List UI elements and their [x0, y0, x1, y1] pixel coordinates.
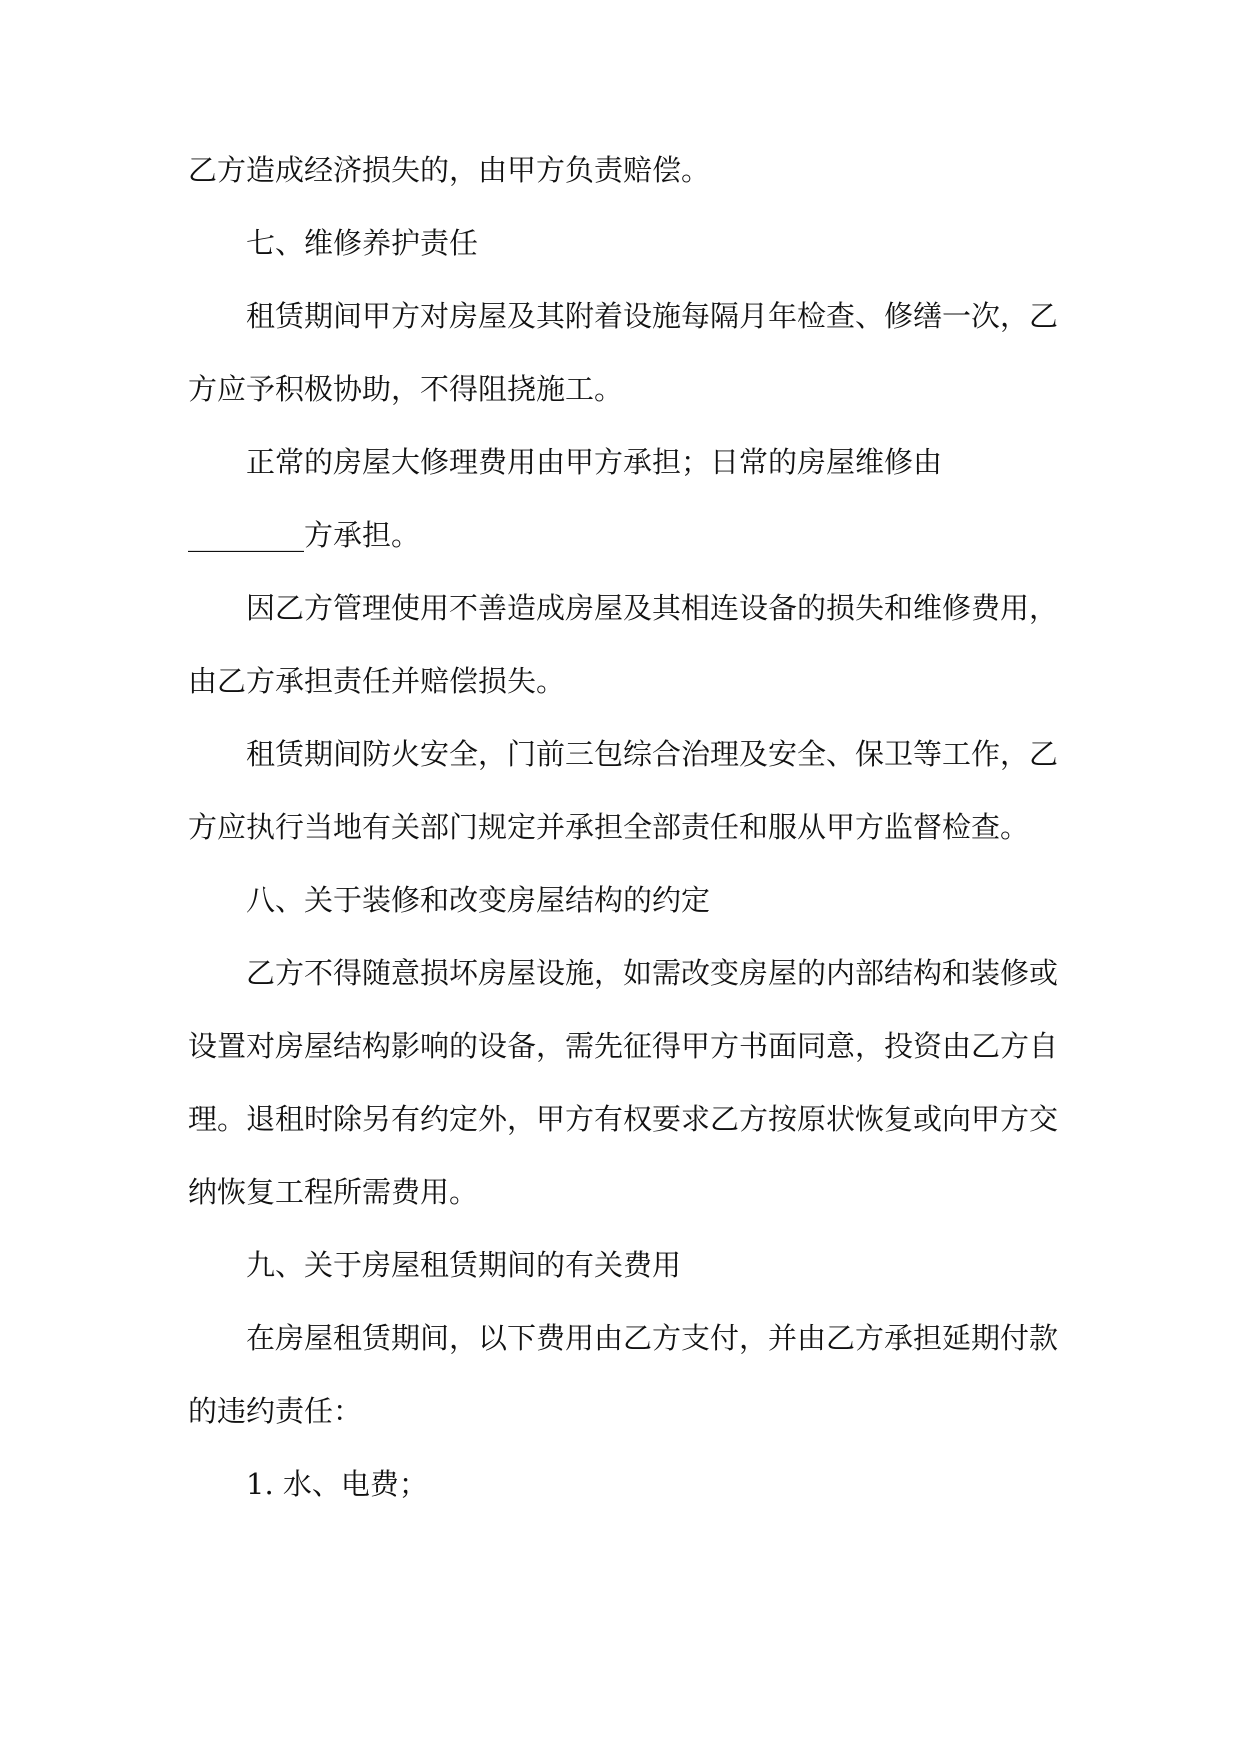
paragraph-line: 乙方造成经济损失的，由甲方负责赔偿。: [188, 153, 711, 187]
paragraph-line: 乙方不得随意损坏房屋设施，如需改变房屋的内部结构和装修或: [246, 956, 1059, 990]
section-heading-7: 七、维修养护责任: [246, 226, 479, 260]
paragraph-line: 方应执行当地有关部门规定并承担全部责任和服从甲方监督检查。: [188, 810, 1030, 844]
section-heading-8: 八、关于装修和改变房屋结构的约定: [246, 883, 711, 917]
paragraph-line: 设置对房屋结构影响的设备，需先征得甲方书面同意，投资由乙方自: [188, 1029, 1059, 1063]
paragraph-line: 纳恢复工程所需费用。: [188, 1175, 479, 1209]
paragraph-line: 由乙方承担责任并赔偿损失。: [188, 664, 566, 698]
paragraph-line: 理。退租时除另有约定外，甲方有权要求乙方按原状恢复或向甲方交: [188, 1102, 1059, 1136]
section-heading-9: 九、关于房屋租赁期间的有关费用: [246, 1248, 682, 1282]
paragraph-line: 在房屋租赁期间，以下费用由乙方支付，并由乙方承担延期付款: [246, 1321, 1059, 1355]
paragraph-line: 正常的房屋大修理费用由甲方承担；日常的房屋维修由: [246, 445, 943, 479]
paragraph-line: ________方承担。: [188, 518, 421, 552]
paragraph-line: 方应予积极协助，不得阻挠施工。: [188, 372, 624, 406]
paragraph-line: 的违约责任：: [188, 1394, 363, 1428]
paragraph-line: 租赁期间防火安全，门前三包综合治理及安全、保卫等工作，乙: [246, 737, 1059, 771]
list-item: 1. 水、电费；: [246, 1467, 428, 1501]
paragraph-line: 租赁期间甲方对房屋及其附着设施每隔月年检查、修缮一次，乙: [246, 299, 1059, 333]
paragraph-line: 因乙方管理使用不善造成房屋及其相连设备的损失和维修费用，: [246, 591, 1059, 625]
